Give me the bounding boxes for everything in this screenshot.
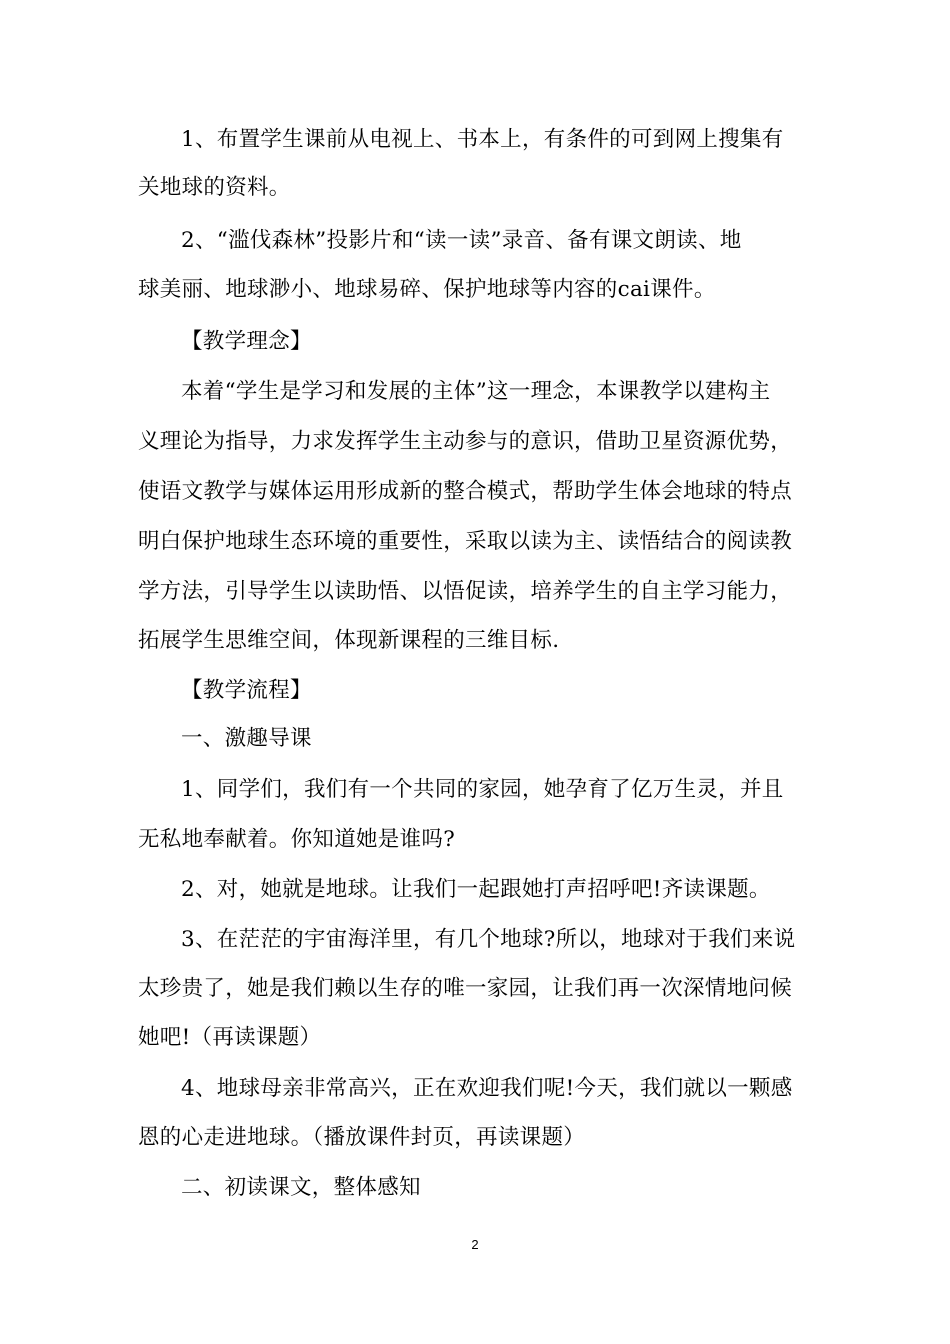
paragraph-step-3-line-3: 她吧!（再读课题） [138,1025,322,1050]
paragraph-step-1-line-2: 无私地奉献着。你知道她是谁吗? [138,827,456,852]
paragraph-concept-line-6: 拓展学生思维空间，体现新课程的三维目标. [138,628,560,653]
paragraph-concept-line-3: 使语文教学与媒体运用形成新的整合模式，帮助学生体会地球的特点 [138,479,793,504]
paragraph-step-3-line-1: 3、在茫茫的宇宙海洋里，有几个地球?所以，地球对于我们来说 [181,927,796,952]
paragraph-concept-line-4: 明白保护地球生态环境的重要性，采取以读为主、读悟结合的阅读教 [138,529,793,554]
paragraph-concept-line-2: 义理论为指导，力求发挥学生主动参与的意识，借助卫星资源优势， [138,429,793,454]
paragraph-step-4-line-1: 4、地球母亲非常高兴，正在欢迎我们呢!今天，我们就以一颗感 [181,1076,793,1101]
subsection-heading-1: 一、激趣导课 [181,726,312,751]
paragraph-step-4-line-2: 恩的心走进地球。（播放课件封页，再读课题） [138,1125,586,1150]
paragraph-step-3-line-2: 太珍贵了，她是我们赖以生存的唯一家园，让我们再一次深情地问候 [138,976,793,1001]
paragraph-concept-line-1: 本着“学生是学习和发展的主体”这一理念，本课教学以建构主 [181,379,771,404]
paragraph-step-2: 2、对，她就是地球。让我们一起跟她打声招呼吧!齐读课题。 [181,877,771,902]
paragraph-concept-line-5: 学方法，引导学生以读助悟、以悟促读，培养学生的自主学习能力， [138,579,793,604]
paragraph-prep-1-line-1: 1、布置学生课前从电视上、书本上，有条件的可到网上搜集有 [181,127,784,152]
paragraph-prep-2-line-1: 2、“滥伐森林”投影片和“读一读”录音、备有课文朗读、地 [181,228,742,253]
paragraph-prep-2-line-2: 球美丽、地球渺小、地球易碎、保护地球等内容的cai课件。 [138,277,716,302]
page-number: 2 [471,1237,479,1252]
paragraph-prep-1-line-2: 关地球的资料。 [138,175,291,200]
section-heading-teaching-process: 【教学流程】 [181,678,312,703]
subsection-heading-2: 二、初读课文，整体感知 [181,1175,421,1200]
paragraph-step-1-line-1: 1、同学们，我们有一个共同的家园，她孕育了亿万生灵，并且 [181,777,784,802]
section-heading-teaching-concept: 【教学理念】 [181,329,312,354]
